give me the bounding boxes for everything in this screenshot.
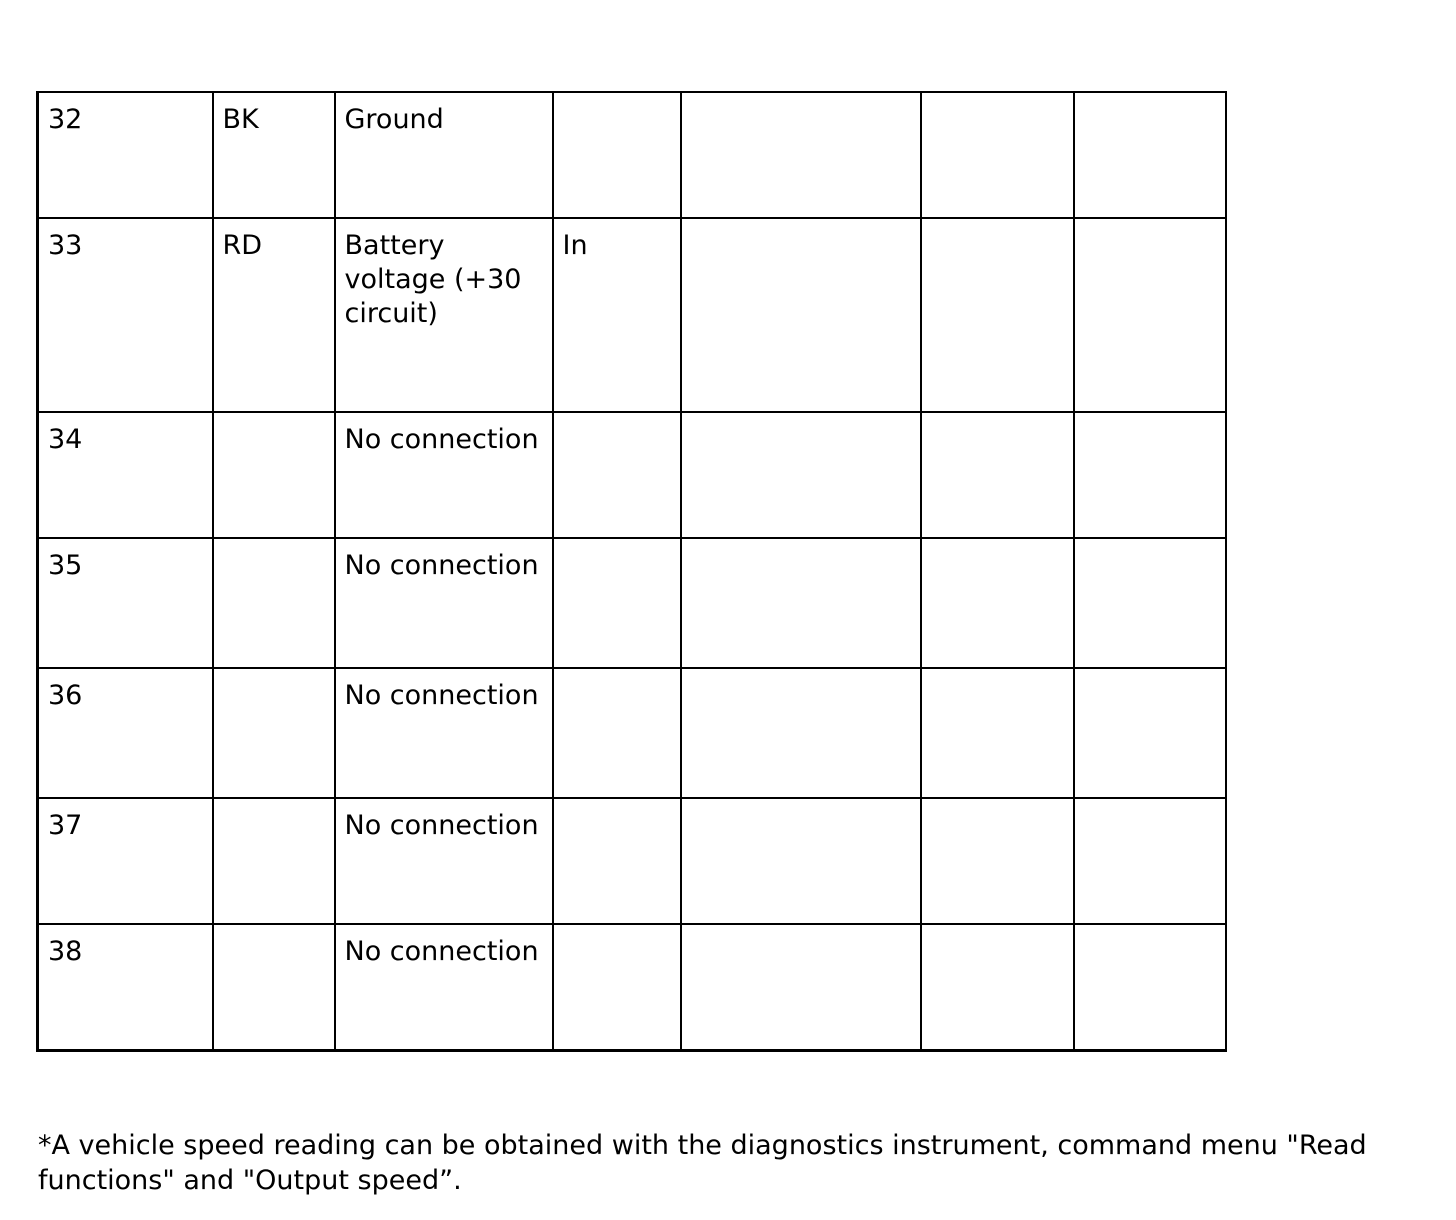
- empty-cell: [681, 92, 921, 218]
- pin-cell: 36: [38, 668, 213, 798]
- pin-cell: 32: [38, 92, 213, 218]
- pin-cell: 38: [38, 924, 213, 1050]
- empty-cell: [681, 538, 921, 668]
- pin-cell: 34: [38, 412, 213, 538]
- empty-cell: [1074, 218, 1226, 412]
- empty-cell: [921, 798, 1074, 924]
- empty-cell: [681, 668, 921, 798]
- pin-cell: 35: [38, 538, 213, 668]
- function-cell: No connection: [335, 412, 553, 538]
- table-row: [38, 668, 1226, 798]
- function-cell: Battery voltage (+30 circuit): [335, 218, 553, 412]
- direction-cell: In: [553, 218, 681, 412]
- function-cell: No connection: [335, 798, 553, 924]
- empty-cell: [1074, 538, 1226, 668]
- table-row: [38, 92, 1226, 218]
- table-row: [38, 798, 1226, 924]
- empty-cell: [681, 924, 921, 1050]
- table-row: [38, 412, 1226, 538]
- function-cell: No connection: [335, 538, 553, 668]
- direction-cell: [553, 798, 681, 924]
- wire-color-cell: RD: [213, 218, 335, 412]
- empty-cell: [1074, 798, 1226, 924]
- empty-cell: [921, 92, 1074, 218]
- direction-cell: [553, 924, 681, 1050]
- direction-cell: [553, 538, 681, 668]
- table-row: [38, 538, 1226, 668]
- table-row: [38, 924, 1226, 1050]
- wire-color-cell: [213, 798, 335, 924]
- empty-cell: [921, 538, 1074, 668]
- wire-color-cell: [213, 412, 335, 538]
- empty-cell: [1074, 924, 1226, 1050]
- wire-color-cell: BK: [213, 92, 335, 218]
- empty-cell: [921, 668, 1074, 798]
- empty-cell: [681, 412, 921, 538]
- direction-cell: [553, 412, 681, 538]
- empty-cell: [681, 218, 921, 412]
- direction-cell: [553, 668, 681, 798]
- empty-cell: [1074, 412, 1226, 538]
- pin-cell: 33: [38, 218, 213, 412]
- table-row: [38, 218, 1226, 412]
- wire-color-cell: [213, 924, 335, 1050]
- function-cell: Ground: [335, 92, 553, 218]
- empty-cell: [921, 218, 1074, 412]
- wire-color-cell: [213, 538, 335, 668]
- pin-cell: 37: [38, 798, 213, 924]
- empty-cell: [1074, 668, 1226, 798]
- function-cell: No connection: [335, 924, 553, 1050]
- empty-cell: [1074, 92, 1226, 218]
- empty-cell: [921, 412, 1074, 538]
- pin-table: [36, 91, 1227, 1052]
- direction-cell: [553, 92, 681, 218]
- footnote: *A vehicle speed reading can be obtained with the diagnostics instrument, command menu "Read functions" and "Output speed”.: [38, 1130, 1367, 1196]
- wire-color-cell: [213, 668, 335, 798]
- empty-cell: [921, 924, 1074, 1050]
- empty-cell: [681, 798, 921, 924]
- function-cell: No connection: [335, 668, 553, 798]
